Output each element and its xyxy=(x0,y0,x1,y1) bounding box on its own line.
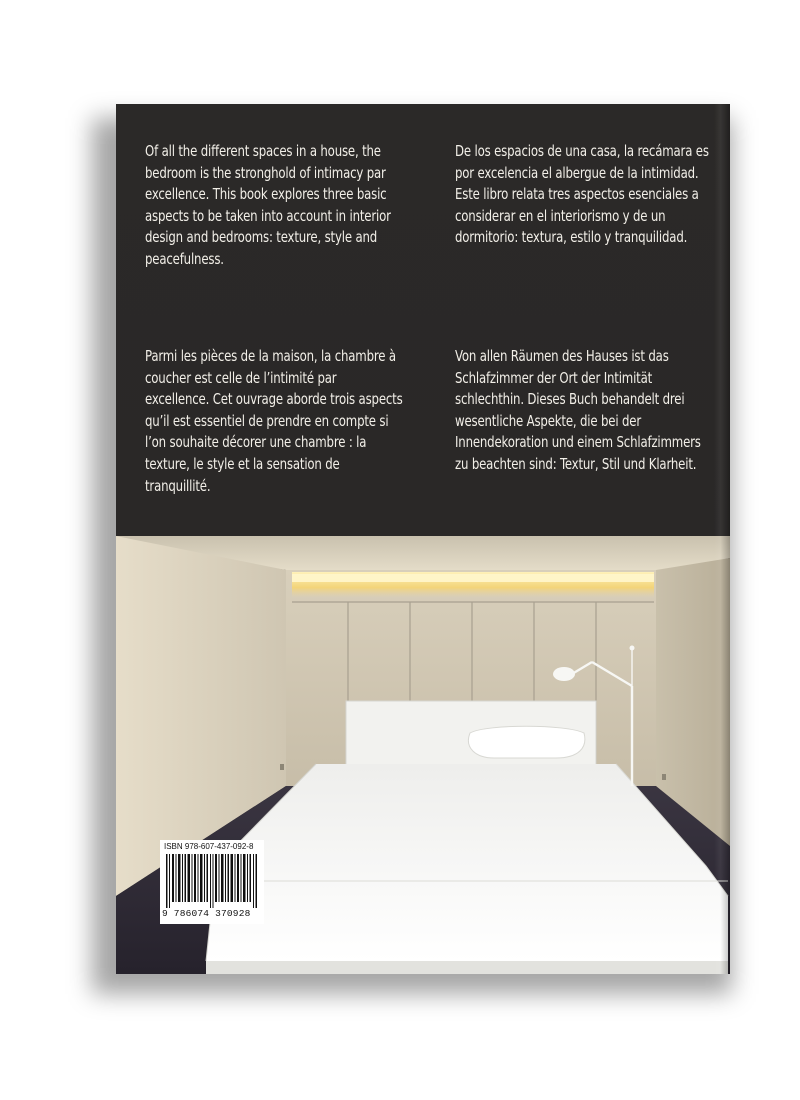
isbn-label: ISBN 978-607-437-092-8 xyxy=(164,842,254,851)
blurb-german: Von allen Räumen des Hauses ist das Schlafzimmer der Ort der Intimität schlechthin. Dieses Buch behandelt drei wesentliche Aspekte, die bei der Innendekoration und einem Schlafzimmers zu beachten sind: Textur, Stil und Klarheit. xyxy=(455,347,701,473)
blurb-spanish: De los espacios de una casa, la recámara es por excelencia el albergue de la intimidad. Este libro relata tres aspectos esenciales a considerar en el interiorismo y de un dormitorio: textura, estilo y tranquilidad. xyxy=(455,142,709,247)
barcode-icon xyxy=(166,854,258,908)
blurb-panel xyxy=(116,104,730,536)
barcode-digits: 9 786074 370928 xyxy=(162,908,251,919)
blurb-english: Of all the different spaces in a house, the bedroom is the stronghold of intimacy par excellence. This book explores three basic aspects to be taken into account in interior design and bedrooms: texture, style and peacefulness. xyxy=(145,142,391,268)
book-back-cover xyxy=(116,104,730,974)
isbn-barcode xyxy=(160,840,264,924)
blurb-french: Parmi les pièces de la maison, la chambre à coucher est celle de l’intimité par excellence. Cet ouvrage aborde trois aspects qu’il est essentiel de prendre en compte si l’on souhaite décorer une chambre : la texture, le style et la sensation de tranquillité. xyxy=(145,347,403,495)
